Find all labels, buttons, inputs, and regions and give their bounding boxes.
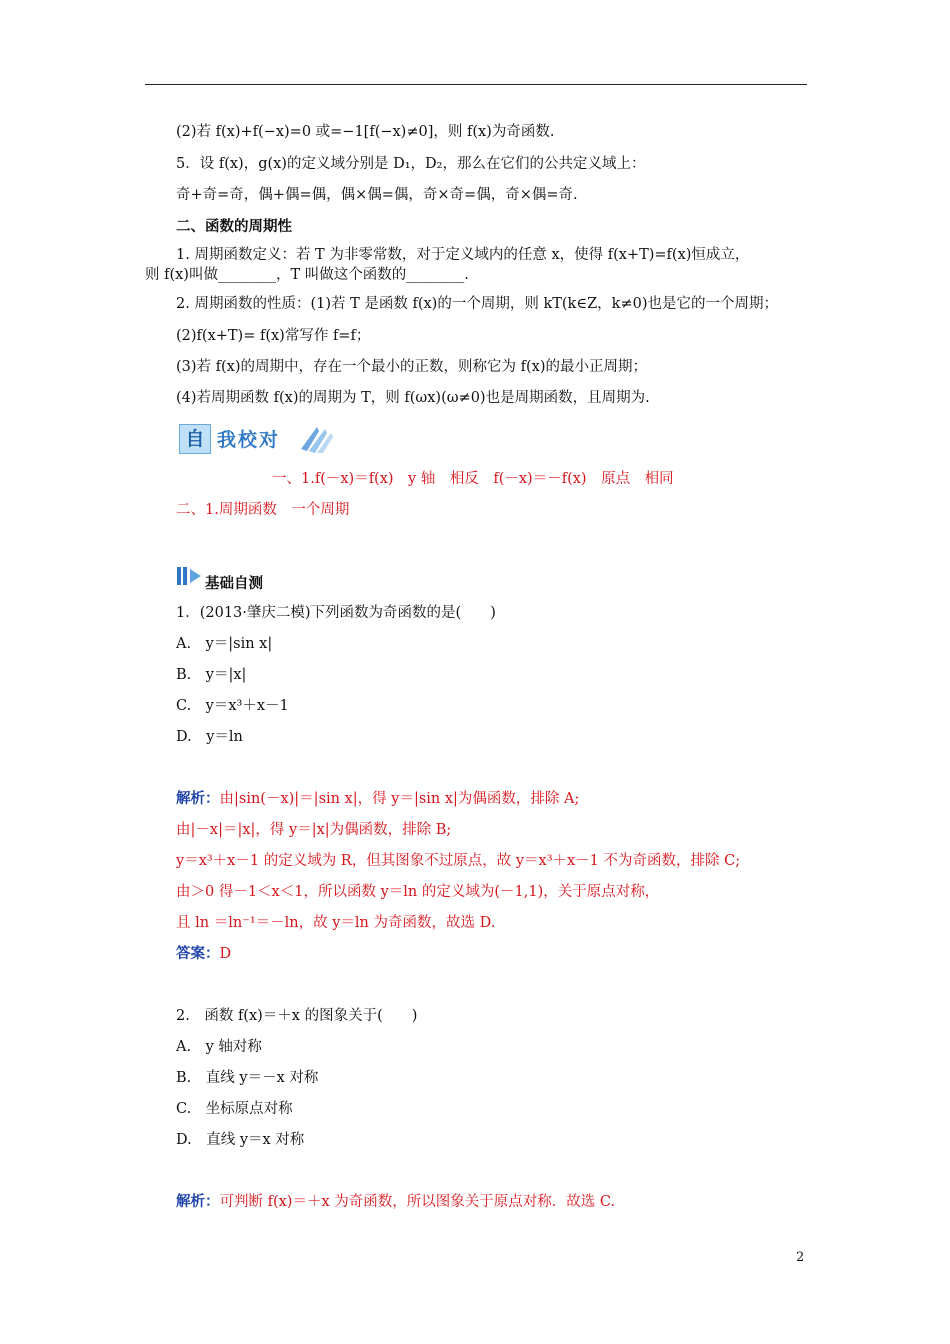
brush-stroke-icon bbox=[297, 423, 337, 455]
analysis-label: 解析： bbox=[176, 790, 220, 807]
answer-key-line: 一、1.f(－x)＝f(x) y 轴 相反 f(－x)＝－f(x) 原点 相同 bbox=[272, 471, 674, 487]
section-heading-periodicity: 二、函数的周期性 bbox=[176, 218, 292, 235]
answer-label: 答案： bbox=[176, 945, 220, 962]
section-heading-basic-test: 基础自测 bbox=[205, 575, 263, 592]
option-b: B. y＝|x| bbox=[176, 667, 247, 683]
text-line: 5．设 f(x)，g(x)的定义域分别是 D₁，D₂，那么在它们的公共定义域上： bbox=[176, 156, 646, 172]
text-line: (3)若 f(x)的周期中，存在一个最小的正数，则称它为 f(x)的最小正周期； bbox=[176, 359, 647, 375]
option-c: C. y＝x³＋x－1 bbox=[176, 698, 289, 714]
text-line: 奇+奇=奇，偶+偶=偶，偶×偶=偶，奇×奇=偶，奇×偶=奇. bbox=[176, 187, 578, 203]
text-line: 2. 周期函数的性质：(1)若 T 是函数 f(x)的一个周期，则 kT(k∈Z，k≠0)也是它的一个周期； bbox=[176, 296, 778, 312]
text-line: (4)若周期函数 f(x)的周期为 T，则 f(ωx)(ω≠0)也是周期函数，且周期为. bbox=[176, 390, 650, 406]
analysis-line: 由＞0 得－1＜x＜1，所以函数 y＝ln 的定义域为(－1,1)，关于原点对称， bbox=[176, 884, 660, 900]
text-line: 则 f(x)叫做________，T 叫做这个函数的________. bbox=[145, 267, 469, 283]
badge-text: 我校对 bbox=[217, 429, 281, 451]
option-c: C. 坐标原点对称 bbox=[176, 1101, 293, 1117]
option-d: D. y＝ln bbox=[176, 729, 243, 745]
analysis-text: 可判断 f(x)＝＋x 为奇函数，所以图象关于原点对称．故选 C. bbox=[219, 1194, 616, 1210]
option-d: D. 直线 y＝x 对称 bbox=[176, 1132, 305, 1148]
answer-value: D bbox=[219, 946, 232, 962]
option-a: A. y 轴对称 bbox=[176, 1039, 262, 1055]
analysis-text: 由|sin(－x)|＝|sin x|，得 y＝|sin x|为偶函数，排除 A; bbox=[219, 791, 580, 807]
analysis-line bbox=[176, 789, 579, 809]
page-number: 2 bbox=[796, 1250, 805, 1265]
badge-box: 自 bbox=[179, 424, 211, 454]
analysis-label: 解析： bbox=[176, 1193, 220, 1210]
analysis-line: y＝x³＋x－1 的定义域为 R，但其图象不过原点，故 y＝x³＋x－1 不为奇函数，排除 C; bbox=[176, 853, 741, 869]
text-line: (2)若 f(x)+f(−x)=0 或=−1[f(−x)≠0]，则 f(x)为奇函数. bbox=[176, 124, 555, 140]
header-rule bbox=[145, 84, 807, 85]
section-marker-icon bbox=[177, 566, 203, 586]
option-b: B. 直线 y＝－x 对称 bbox=[176, 1070, 319, 1086]
question-stem: 2. 函数 f(x)＝＋x 的图象关于( ) bbox=[176, 1008, 418, 1024]
option-a: A. y＝|sin x| bbox=[176, 636, 273, 652]
analysis-line: 且 ln ＝ln⁻¹＝－ln，故 y＝ln 为奇函数，故选 D. bbox=[176, 915, 496, 931]
text-line: 1. 周期函数定义：若 T 为非零常数，对于定义域内的任意 x，使得 f(x+T)=f(x)恒成立， bbox=[176, 247, 750, 263]
question-stem: 1．(2013·肇庆二模)下列函数为奇函数的是( ) bbox=[176, 605, 496, 621]
text-line: (2)f(x+T)= f(x)常写作 f=f； bbox=[176, 328, 371, 344]
self-check-badge bbox=[179, 423, 339, 455]
answer-line bbox=[176, 944, 231, 964]
analysis-line: 由|－x|＝|x|，得 y＝|x|为偶函数，排除 B; bbox=[176, 822, 452, 838]
answer-key-line: 二、1.周期函数 一个周期 bbox=[176, 502, 350, 518]
analysis-line bbox=[176, 1192, 615, 1212]
